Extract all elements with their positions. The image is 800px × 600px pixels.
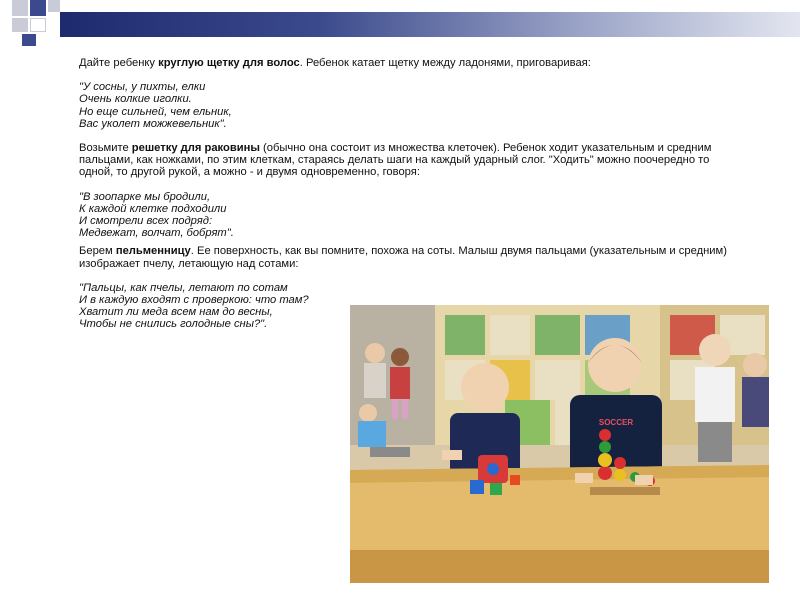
- poem-2-line: И смотрели всех подряд:: [79, 215, 213, 228]
- classroom-photo: [350, 305, 769, 583]
- poem-3-line: И в каждую входят с проверкою: что там?: [79, 294, 309, 307]
- poem-3-line: Хватит ли меда всем нам до весны,: [79, 306, 273, 319]
- deco-square-3: [48, 0, 60, 12]
- paragraph-1: Дайте ребенку круглую щетку для волос. Ребенок катает щетку между ладонями, приговаривая:: [79, 57, 591, 69]
- poem-1-line: Очень колкие иголки.: [79, 93, 192, 106]
- poem-3-line: Чтобы не снились голодные сны?".: [79, 318, 268, 331]
- poem-2-line: "В зоопарке мы бродили,: [79, 190, 211, 203]
- poem-2-line: Медвежат, волчат, бобрят".: [79, 227, 234, 240]
- slide-text: [79, 57, 739, 331]
- deco-square-6: [22, 34, 36, 46]
- header-bar: [60, 12, 800, 37]
- poem-1-line: Вас уколет можжевельник".: [79, 117, 227, 130]
- deco-square-5: [30, 18, 46, 32]
- poem-2-line: К каждой клетке подходили: [79, 202, 227, 215]
- deco-square-4: [12, 18, 28, 32]
- paragraph-3: Берем пельменницу. Ее поверхность, как вы помните, похожа на соты. Малыш двумя пальцами (указательным и средним) изображает пчелу, летающую над сотами:: [79, 245, 727, 270]
- poem-3-line: "Пальцы, как пчелы, летают по сотам: [79, 281, 288, 294]
- shirt-text: SOCCER: [598, 418, 634, 427]
- deco-square-1: [12, 0, 28, 16]
- poem-1-line: "У сосны, у пихты, елки: [79, 81, 206, 94]
- poem-1-line: Но еще сильней, чем ельник,: [79, 105, 232, 118]
- paragraph-2: Возьмите решетку для раковины (обычно она состоит из множества клеточек). Ребенок ходит указательным и средним пальцами, как ножками, по этим клеткам, стараясь делать шаги на каждый ударный слог. "Ходить" можно поочередно то одной, то другой рукой, а можно - и двумя одновременно, говоря:: [79, 142, 712, 179]
- deco-square-2: [30, 0, 46, 16]
